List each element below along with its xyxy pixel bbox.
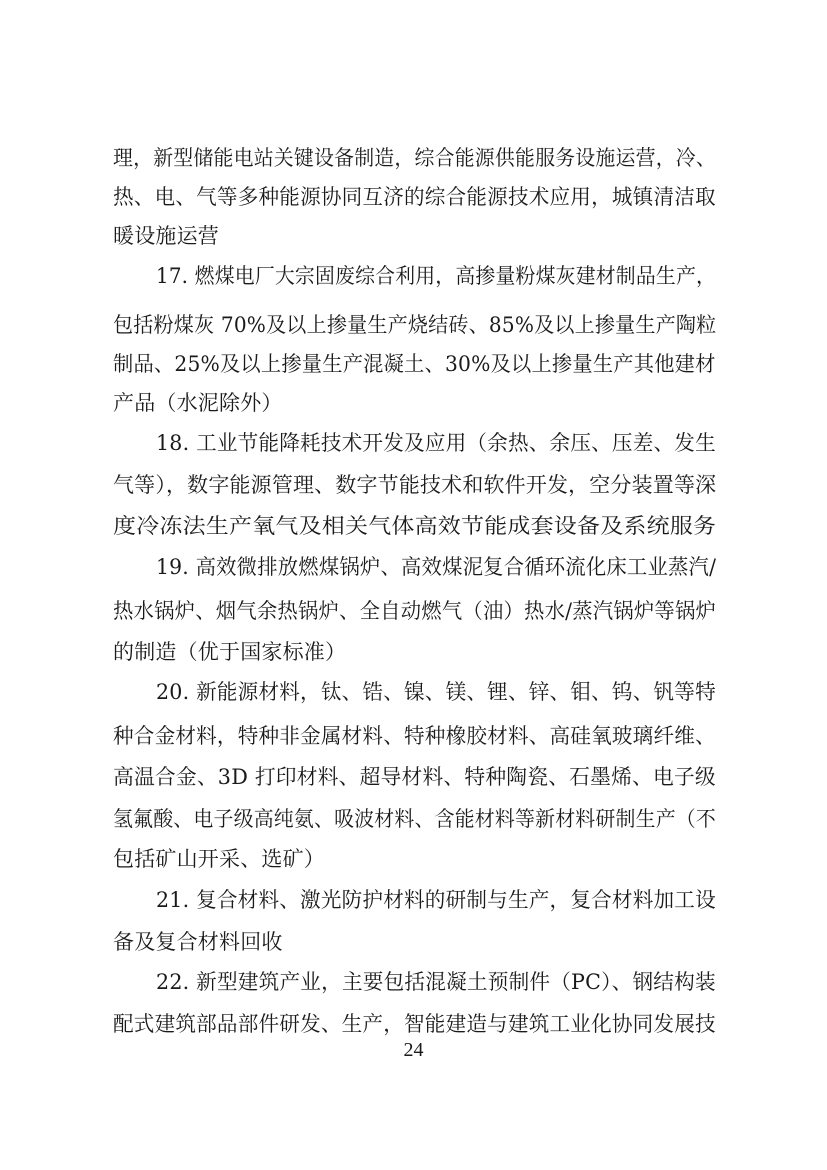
- item-20-heading-line: 20. 新能源材料，钛、锆、镍、镁、锂、锌、钼、钨、钒等特: [156, 680, 716, 704]
- text-line: 高温合金、3D 打印材料、超导材料、特种陶瓷、石墨烯、电子级: [113, 765, 716, 789]
- text-line: 热、电、气等多种能源协同互济的综合能源技术应用，城镇清洁取: [113, 185, 716, 209]
- text-line: 气等），数字能源管理、数字节能技术和软件开发，空分装置等深: [113, 473, 717, 497]
- text-line: 度冷冻法生产氧气及相关气体高效节能成套设备及系统服务: [113, 514, 717, 538]
- text-line: 包括粉煤灰 70%及以上掺量生产烧结砖、85%及以上掺量生产陶粒: [113, 313, 717, 337]
- text-line: 种合金材料，特种非金属材料、特种橡胶材料、高硅氧玻璃纤维、: [113, 724, 716, 748]
- text-line: 产品（水泥除外）: [113, 391, 283, 415]
- text-line: 热水锅炉、烟气余热锅炉、全自动燃气（油）热水/蒸汽锅炉等锅炉: [113, 599, 717, 623]
- item-22-heading-line: 22. 新型建筑产业，主要包括混凝土预制件（PC）、钢结构装: [156, 970, 716, 994]
- text-line: 的制造（优于国家标准）: [113, 640, 347, 664]
- item-17-heading-line: 17. 燃煤电厂大宗固废综合利用，高掺量粉煤灰建材制品生产，: [156, 264, 717, 288]
- item-19-heading-line: 19. 高效微排放燃煤锅炉、高效煤泥复合循环流化床工业蒸汽/: [156, 555, 717, 579]
- text-line: 制品、25%及以上掺量生产混凝土、30%及以上掺量生产其他建材: [113, 352, 716, 376]
- text-line: 备及复合材料回收: [113, 930, 283, 954]
- text-line: 包括矿山开采、选矿）: [113, 847, 325, 871]
- item-21-heading-line: 21. 复合材料、激光防护材料的研制与生产，复合材料加工设: [156, 888, 716, 912]
- page-number: 24: [403, 1039, 424, 1061]
- text-line: 理，新型储能电站关键设备制造，综合能源供能服务设施运营，冷、: [113, 146, 716, 170]
- text-line: 氢氟酸、电子级高纯氨、吸波材料、含能材料等新材料研制生产（不: [113, 807, 716, 831]
- text-line: 配式建筑部品部件研发、生产，智能建造与建筑工业化协同发展技: [113, 1012, 716, 1036]
- item-18-heading-line: 18. 工业节能降耗技术开发及应用（余热、余压、压差、发生: [156, 431, 716, 455]
- text-line: 暖设施运营: [113, 224, 219, 248]
